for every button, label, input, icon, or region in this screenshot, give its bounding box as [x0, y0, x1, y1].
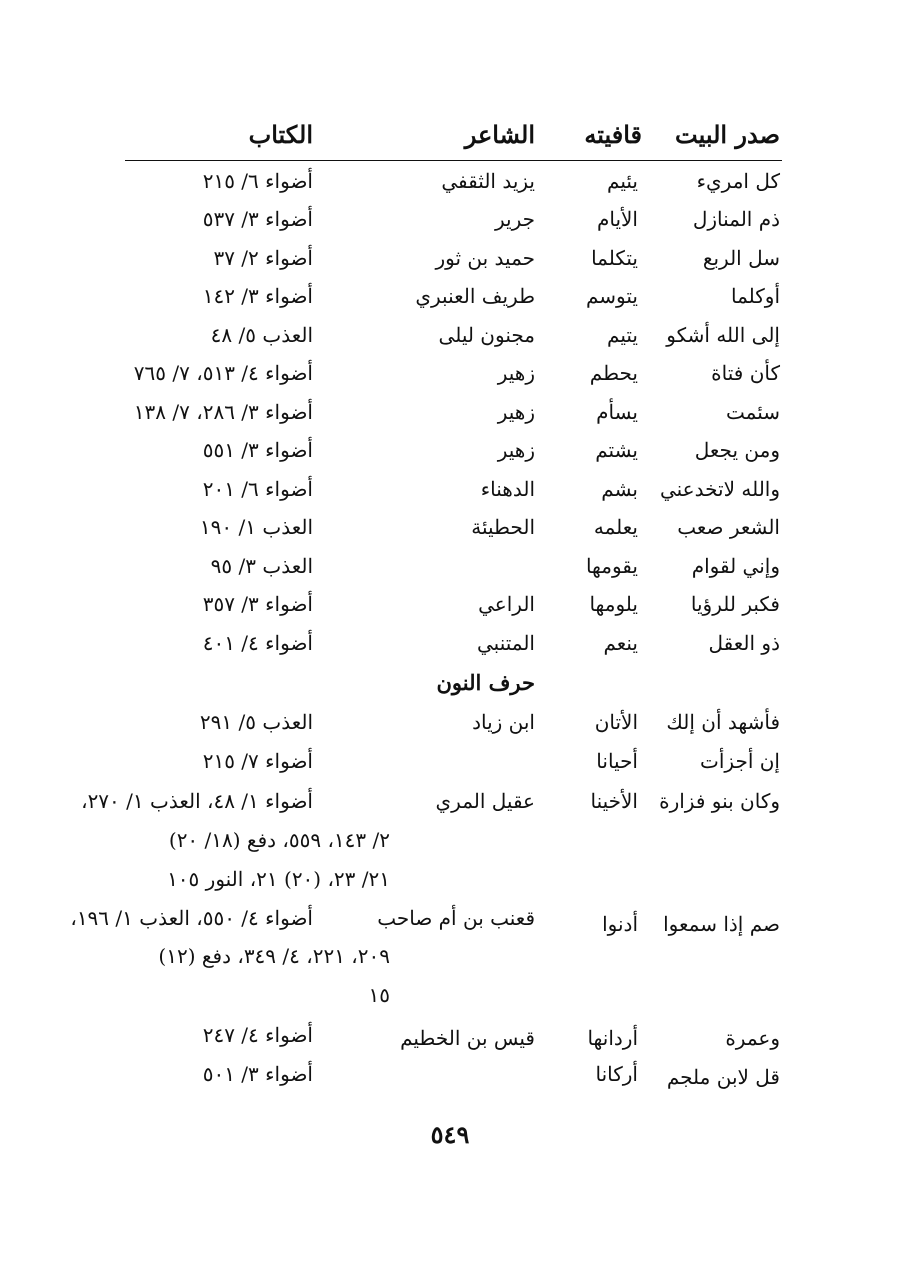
cell-kitab: العذب ٥/ ٤٨ [210, 323, 313, 347]
cell-shaer: ابن زياد [472, 710, 535, 734]
cell-shaer: جرير [495, 207, 535, 231]
section-heading [0, 664, 900, 702]
cell-shaer: قيس بن الخطيم [400, 1026, 535, 1050]
cell-shaer: زهير [497, 361, 535, 385]
table-row [0, 1016, 900, 1054]
cell-sadr: صم إذا سمعوا [663, 912, 780, 936]
cell-kitab: العذب ٣/ ٩٥ [210, 554, 313, 578]
header-sadr: صدر البيت [675, 120, 780, 149]
cell-sadr: ذو العقل [708, 631, 780, 655]
page-number: ٥٤٩ [430, 1120, 470, 1149]
cell-shaer: المتنبي [477, 631, 535, 655]
cell-kitab: أضواء ٤/ ٢٤٧ [202, 1023, 313, 1047]
table-row [0, 316, 900, 354]
table-row [0, 624, 900, 662]
table-row [0, 354, 900, 392]
cell-sadr: كأن فتاة [711, 361, 780, 385]
cell-sadr: ذم المنازل [692, 207, 780, 231]
header-kitab: الكتاب [248, 120, 313, 149]
cell-kitab: أضواء ٦/ ٢٠١ [202, 477, 313, 501]
cell-kitab: أضواء ٣/ ٢٨٦، ٧/ ١٣٨ [133, 400, 313, 424]
cell-sadr: أوكلما [730, 284, 780, 308]
cell-sadr: فأشهد أن إلك [666, 710, 780, 734]
cell-qafiya: أركانا [595, 1062, 638, 1086]
table-row [0, 162, 900, 200]
cell-qafiya: يحطم [589, 361, 638, 385]
cell-kitab-continuation: ٢/ ١٤٣، ٥٥٩، دفع (١٨/ ٢٠) [168, 828, 390, 852]
cell-sadr: قل لابن ملجم [666, 1065, 780, 1089]
cell-qafiya: الأيام [596, 207, 638, 231]
cell-shaer: قعنب بن أم صاحب [377, 906, 535, 930]
table-row [0, 1055, 900, 1093]
header-rule [125, 160, 782, 161]
cell-sadr: إن أجزأت [700, 749, 780, 773]
table-row [0, 508, 900, 546]
cell-shaer: الحطيئة [471, 515, 535, 539]
cell-sadr: وإني لقوام [691, 554, 780, 578]
cell-qafiya: الأتان [594, 710, 638, 734]
table-row [0, 200, 900, 238]
cell-sadr: وعمرة [725, 1026, 780, 1050]
cell-qafiya: الأخينا [590, 789, 638, 813]
cell-sadr: كل امريء [696, 169, 780, 193]
cell-sadr: سل الربع [702, 246, 780, 270]
table-row [0, 703, 900, 741]
table-row [0, 470, 900, 508]
cell-shaer: الراعي [478, 592, 535, 616]
table-row [0, 782, 900, 820]
table-row [0, 431, 900, 469]
cell-qafiya: يعلمه [593, 515, 638, 539]
cell-qafiya: يلومها [589, 592, 638, 616]
cell-qafiya: يشتم [595, 438, 638, 462]
table-row [0, 239, 900, 277]
cell-kitab: أضواء ٧/ ٢١٥ [202, 749, 313, 773]
cell-shaer: زهير [497, 438, 535, 462]
cell-qafiya: يقومها [585, 554, 638, 578]
cell-qafiya: يتكلما [591, 246, 638, 270]
cell-sadr: وكان بنو فزارة [659, 789, 780, 813]
cell-sadr: الشعر صعب [677, 515, 780, 539]
table-row [0, 547, 900, 585]
cell-kitab: أضواء ٣/ ٥٥١ [202, 438, 313, 462]
cell-kitab-continuation: ٢١/ ٢٣، (٢٠) ٢١، النور ١٠٥ [167, 867, 390, 891]
cell-kitab: أضواء ٤/ ٥٥٠، العذب ١/ ١٩٦، [70, 906, 313, 930]
cell-shaer: مجنون ليلى [438, 323, 535, 347]
cell-kitab: أضواء ٤/ ٥١٣، ٧/ ٧٦٥ [133, 361, 313, 385]
cell-sadr: إلى الله أشكو [666, 323, 780, 347]
cell-qafiya: ينعم [603, 631, 638, 655]
cell-qafiya: يئيم [607, 169, 638, 193]
cell-kitab: أضواء ٣/ ٥٠١ [202, 1062, 313, 1086]
cell-kitab: أضواء ٣/ ١٤٢ [202, 284, 313, 308]
cell-sadr: والله لاتخدعني [659, 477, 780, 501]
section-title: حرف النون [436, 670, 535, 695]
header-shaer: الشاعر [464, 120, 535, 149]
table-row [0, 585, 900, 623]
cell-qafiya: يتوسم [585, 284, 638, 308]
cell-kitab: أضواء ٣/ ٥٣٧ [202, 207, 313, 231]
cell-qafiya: أردانها [587, 1026, 638, 1050]
cell-kitab-continuation: ١٥ [368, 983, 390, 1007]
table-header [0, 116, 900, 154]
cell-kitab: أضواء ١/ ٤٨، العذب ١/ ٢٧٠، [81, 789, 313, 813]
cell-kitab: أضواء ٢/ ٣٧ [213, 246, 313, 270]
cell-kitab: أضواء ٦/ ٢١٥ [202, 169, 313, 193]
cell-qafiya: يسأم [596, 400, 638, 424]
cell-qafiya: يتيم [607, 323, 638, 347]
cell-shaer: حميد بن ثور [435, 246, 535, 270]
cell-qafiya: بشم [601, 477, 638, 501]
cell-kitab: العذب ١/ ١٩٠ [199, 515, 313, 539]
cell-sadr: ومن يجعل [694, 438, 780, 462]
table-row [0, 742, 900, 780]
cell-kitab: أضواء ٣/ ٣٥٧ [202, 592, 313, 616]
cell-shaer: عقيل المري [435, 789, 535, 813]
cell-shaer: زهير [497, 400, 535, 424]
cell-kitab: أضواء ٤/ ٤٠١ [202, 631, 313, 655]
cell-qafiya: أدنوا [602, 912, 638, 936]
cell-kitab: العذب ٥/ ٢٩١ [199, 710, 313, 734]
cell-qafiya: أحيانا [596, 749, 638, 773]
table-row [0, 277, 900, 315]
cell-shaer: طريف العنبري [415, 284, 535, 308]
cell-sadr: سئمت [726, 400, 780, 424]
cell-kitab-continuation: ٢٠٩، ٢٢١، ٤/ ٣٤٩، دفع (١٢) [158, 944, 390, 968]
cell-shaer: الدهناء [480, 477, 535, 501]
header-qafiya: قافيته [584, 120, 642, 149]
table-row [0, 899, 900, 937]
cell-sadr: فكبر للرؤيا [690, 592, 780, 616]
cell-shaer: يزيد الثقفي [441, 169, 535, 193]
table-row [0, 393, 900, 431]
